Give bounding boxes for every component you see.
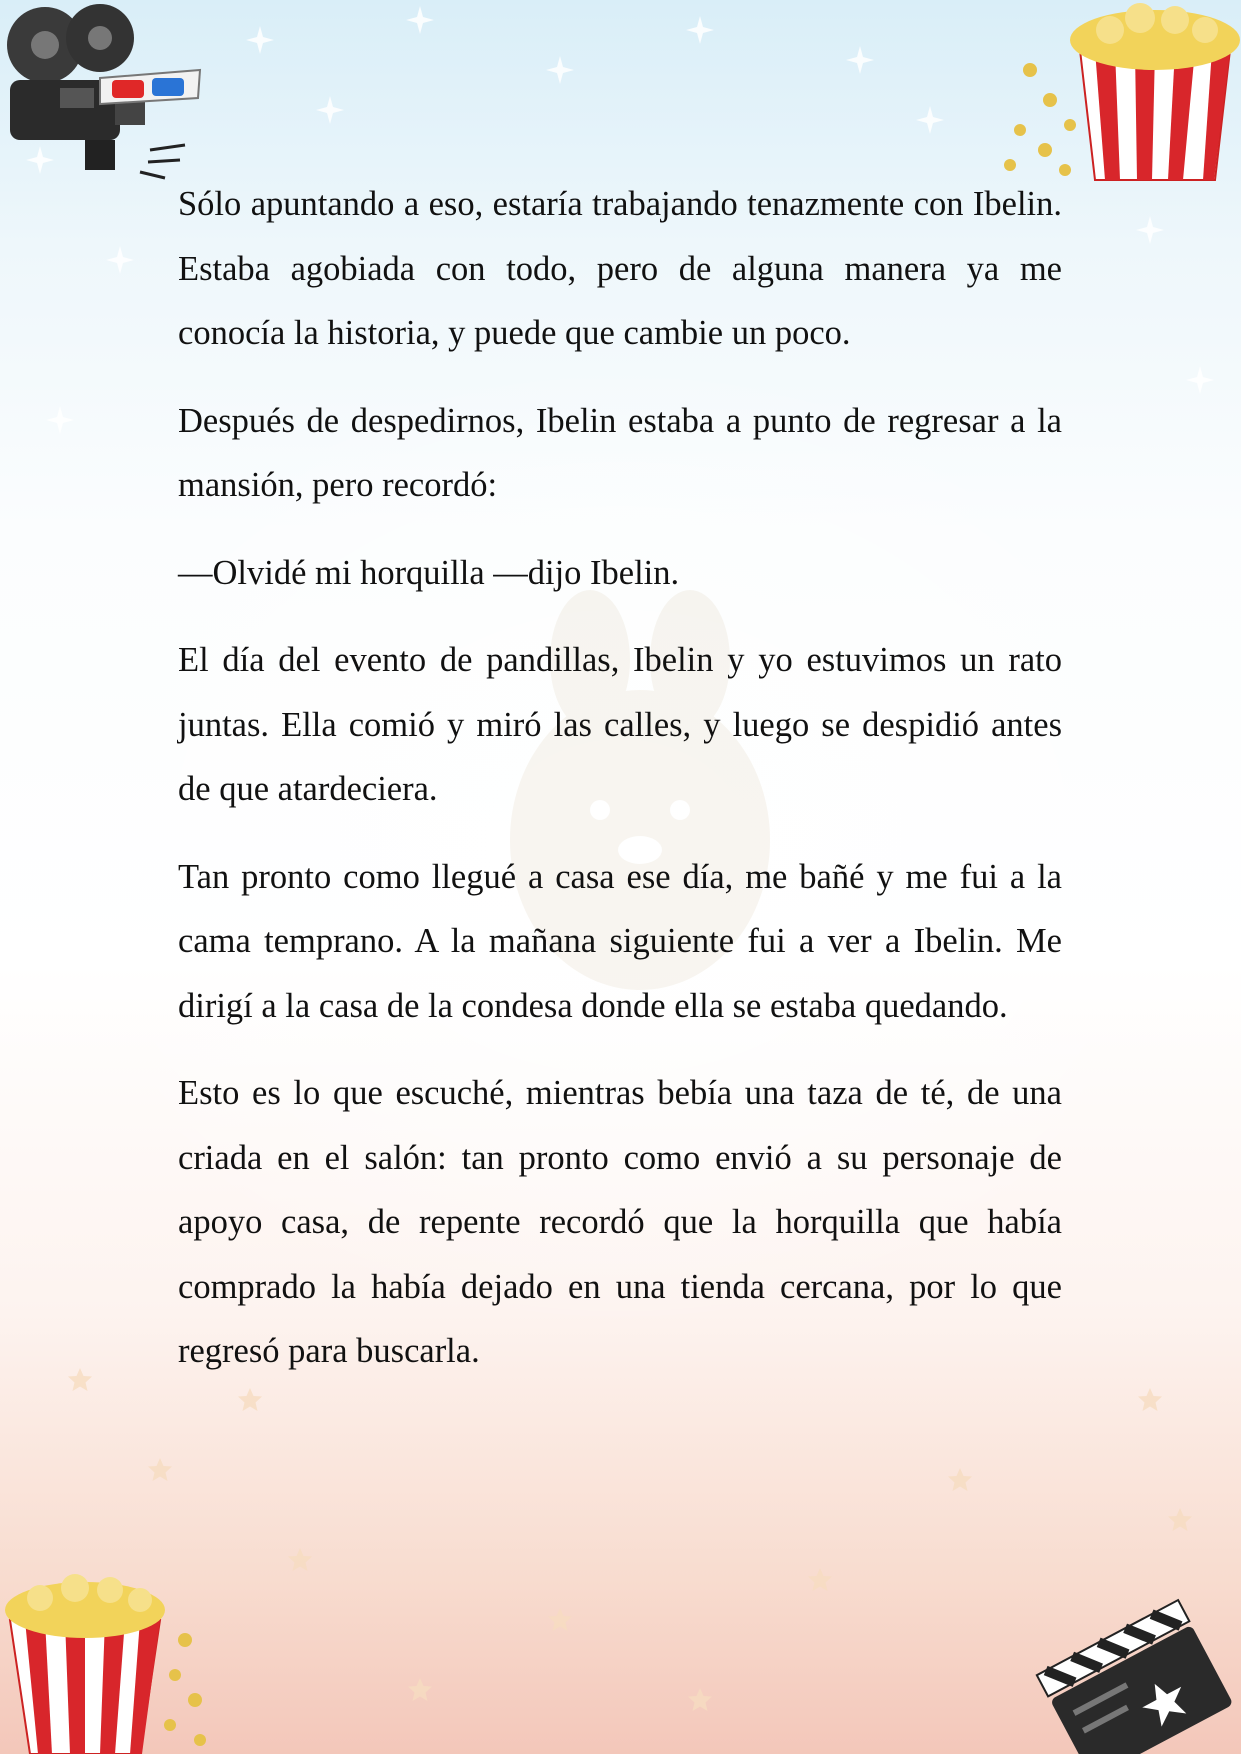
clapperboard-icon xyxy=(1010,1570,1241,1754)
popcorn-bucket-icon xyxy=(0,1560,220,1754)
paragraph: Sólo apuntando a eso, estaría trabajando tenazmente con Ibelin. Estaba agobiada con todo, pero de alguna manera ya me conocía la historia, y puede que cambie un poco. xyxy=(178,185,1062,352)
paragraph: El día del evento de pandillas, Ibelin y yo estuvimos un rato juntas. Ella comió y miró las calles, y luego se despidió antes de que atardeciera. xyxy=(178,641,1062,808)
paragraph: Después de despedirnos, Ibelin estaba a punto de regresar a la mansión, pero recordó: xyxy=(178,401,1062,504)
document-body xyxy=(178,172,1062,1407)
paragraph: Tan pronto como llegué a casa ese día, me bañé y me fui a la cama temprano. A la mañana siguiente fui a ver a Ibelin. Me dirigí a la casa de la condesa donde ella se estaba quedando. xyxy=(178,857,1062,1025)
paragraph: Esto es lo que escuché, mientras bebía una taza de té, de una criada en el salón: tan pronto como envió a su personaje de apoyo casa, de repente recordó que la horquilla que había comprado la había dejado en una tienda cercana, por lo que regresó para buscarla. xyxy=(178,1074,1062,1370)
paragraph: —Olvidé mi horquilla —dijo Ibelin. xyxy=(178,553,680,592)
popcorn-bucket-icon xyxy=(1000,0,1241,190)
